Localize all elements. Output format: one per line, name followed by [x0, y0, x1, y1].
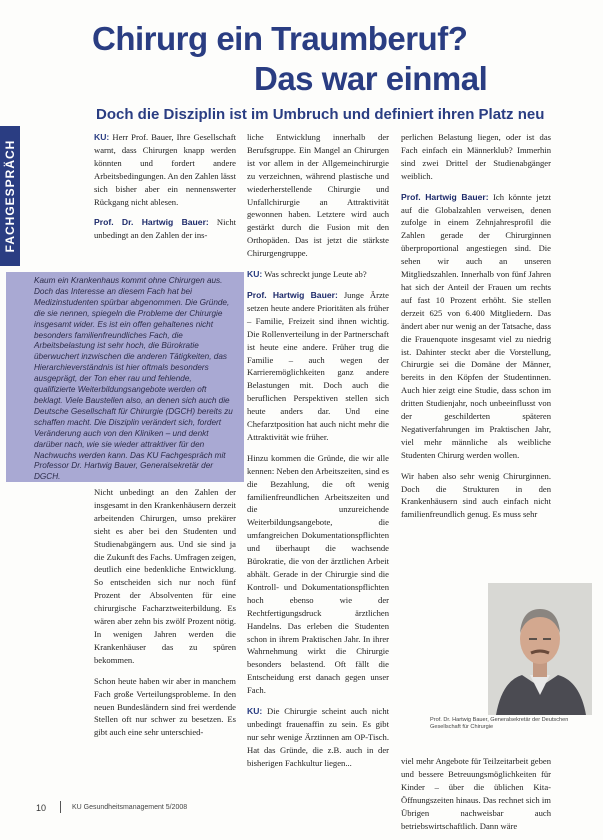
column-2 — [247, 131, 389, 778]
answer-1-end: liche Entwicklung innerhalb der Berufsgruppe. Ein Mangel an Chirurgen ist vor allem in der Allgemeinchirurgie zu verzeichnen, während plastische und wiederherstellende Chirurgie und Unfallchirurgie an Attraktivität gewonnen haben. Letztere wird auch gestärkt durch die Fusion mit den Orthopäden. Das ist jetzt die stärkste Chirurgengruppe. — [247, 132, 389, 259]
interviewer-label: KU: — [247, 269, 263, 280]
intro-text: Kaum ein Krankenhaus kommt ohne Chirurgen aus. Doch das Interesse an diesem Fach hat bei Medizinstudenten spürbar abgenommen. Die Gründe, die sie nennen, spiegeln die Probleme der Chirurgie insgesamt wider. Es ist ein offen gehaltenes nicht besonders familienfreundliches Fach, die Arbeitsbelastung ist sehr hoch, die Bürokratie überwuchert inzwischen die anderen Tätigkeiten, das Hierarchieverständnis ist hier oftmals besonders ausgeprägt, der Ton eher rau und fehlende, qualifizierte Weiterbildungsangebote werden oft beklagt. Viele Baustellen also, an denen sich auch die Deutsche Gesellschaft für Chirurgie (DGCH) bereits zu schaffen macht. Die Disziplin verändert sich, fordert Veränderung auch von den Kliniken – und denkt darüber nach, wie sie wieder attraktiver für den Nachwuchs werden kann. Das KU Fachgespräch mit Professor Dr. Hartwig Bauer, Generalsekretär der DGCH. — [34, 276, 233, 482]
headline-line2: Das war einmal — [254, 60, 488, 97]
page-number: 10 — [36, 803, 47, 813]
intro-box — [6, 272, 244, 482]
column-3-bottom — [401, 755, 551, 840]
answer-3: Ich könnte jetzt auf die Globalzahlen verweisen, denen zufolge in einem Zehnjahresprofil die Zahlen gerade der Chirurginnen überproportional angestiegen sind. Die sehen wir auch an unseren Mitgliedszahlen. Innerhalb von fünf Jahren hat sich der Anteil der Frauen um rechts auf fast 10 Prozent erhöht. Sie stellen derzeit 625 von 6.400 Mitgliedern. Das ändert aber nur wenig an der Tatsache, dass die Frauenquote insgesamt viel zu niedrig ist. Dahinter steckt aber die Vorstellung, Chirurgie sei die Domäne der Männer, bereits in den Köpfen der Studentinnen. Auch hier zeigt eine Studie, dass schon im dritten Studienjahr, noch unbeeinflusst von der geschilderten späteren Negativerfahrungen im Praktischen Jahr, viel mehr männliche als weibliche Studenten Chirurg werden wollen. — [401, 191, 552, 460]
section-label: FACHGESPRÄCH — [3, 139, 17, 253]
answer-1-start: Nicht unbedingt an den Zahlen der ins- — [94, 217, 236, 241]
column-1-bottom — [94, 486, 236, 747]
column-1-top — [94, 131, 236, 250]
answer-3-end: viel mehr Angebote für Teilzeitarbeit geben und bessere Betreuungsmöglichkeiten für Kinder – über die üblichen Kita-Öffnungszeiten hinaus. Das rechnet sich im Übrigen nachweisbar auch betriebswirtschaftlich. Dann wäre — [401, 756, 551, 831]
photo-caption: Prof. Dr. Hartwig Bauer, Generalsekretär der Deutschen Gesellschaft für Chirurgie — [430, 717, 569, 731]
answer-2: Junge Ärzte setzen heute andere Prioritäten als früher – Familie, Freizeit sind ihnen wichtig. Die Rollenverteilung in der Partnerschaft ist heute eine andere. Früher trug die Familie – auch wegen der Karrieremöglichkeiten ganz andere Belastungen mit. Doch auch die beruflichen Perspektiven stellen sich heute anders dar. Und eine Chefarztposition hat auch nicht mehr die Attraktivität wie früher. — [247, 289, 389, 442]
question-2: Was schreckt junge Leute ab? — [264, 269, 367, 280]
footer-divider — [60, 801, 61, 813]
portrait-image — [488, 583, 592, 715]
speaker-label: Prof. Dr. Hartwig Bauer: — [94, 217, 209, 228]
answer-2-cont: Hinzu kommen die Gründe, die wir alle kennen: Neben den Arbeitszeiten, sind es die Bezahlung, die oft wenig familienfreundlichen Arbeitszeiten und die unzureichende Weiterbildungsangebote, die umfangreichen Dokumentationspflichten und überhaupt die wachsende Bürokratie, die von der ärztlichen Arbeit abhält. Gerade in der Chirurgie sind die Kontroll- und Dokumentationspflichten hoch ebenso wie der Rechtfertigungsdruck ärztlichen Handelns. Das erleben die Studenten schon in ihrem Praktischen Jahr. In ihrer Wahrnehmung wirkt die Chirurgie besonders belastend. Oft fällt die Entscheidung erst danach gegen unser Fach. — [247, 452, 389, 696]
question-3: Die Chirurgie scheint auch nicht unbedingt frauenaffin zu sein. Es gibt nur sehr wenige Ärztinnen am OP-Tisch. Hat das Gründe, die z.B. auch in der bisherigen Fachkultur liegen... — [247, 706, 390, 768]
question-3-end: perlichen Belastung liegen, oder ist das Fach einfach ein Männerklub? Immerhin sind zwei Drittel der Studienabgänger weiblich. — [401, 132, 551, 181]
answer-3-cont: Wir haben also sehr wenig Chirurginnen. Doch die Strukturen in den Krankenhäusern sind auch einfach nicht familienfreundlich genug. Es muss sehr — [401, 470, 551, 520]
speaker-label: Prof. Hartwig Bauer: — [247, 289, 338, 300]
answer-1-cont: Schon heute haben wir aber in manchem Fach große Verteilungsprobleme. In den neuen Bundesländern sind frei werdende Stellen oft nur schwer zu besetzen. Es gibt auch eine sehr unterschied- — [94, 675, 236, 738]
headline-line1: Chirurg ein Traumberuf? — [92, 20, 468, 57]
portrait-photo — [488, 583, 592, 715]
section-tab — [0, 126, 20, 266]
speaker-label: Prof. Hartwig Bauer: — [401, 191, 489, 202]
question-1: Herr Prof. Bauer, Ihre Gesellschaft warnt, dass Chirurgen knapp werden könnten und fordert andere Arbeitsbedingungen. An den Zahlen lässt sich bisher aber ein nennenswerter Rückgang nicht ablesen. — [94, 132, 237, 207]
answer-1: Nicht unbedingt an den Zahlen der insgesamt in den Krankenhäusern derzeit arbeitenden Chirurgen, umso prekärer sieht es aber bei den Studenten und Studienabgängern aus. Und sie sind ja die Zukunft des Fachs. Umfragen zeigen, deutlich eine bedenkliche Entwicklung. So entscheiden sich nur noch fünf Prozent der Absolventen für eine chirurgische Facharztweiterbildung. Es wären aber zehn bis zwölf Prozent nötig. In wenigen Jahren werden die Krankenhäuser das zu spüren bekommen. — [94, 487, 236, 665]
column-3 — [401, 131, 551, 529]
interviewer-label: KU: — [94, 132, 110, 142]
subtitle: Doch die Disziplin ist im Umbruch und definiert ihren Platz neu — [96, 106, 545, 123]
footer-source: KU Gesundheitsmanagement 5/2008 — [72, 804, 188, 811]
interviewer-label: KU: — [247, 706, 263, 717]
